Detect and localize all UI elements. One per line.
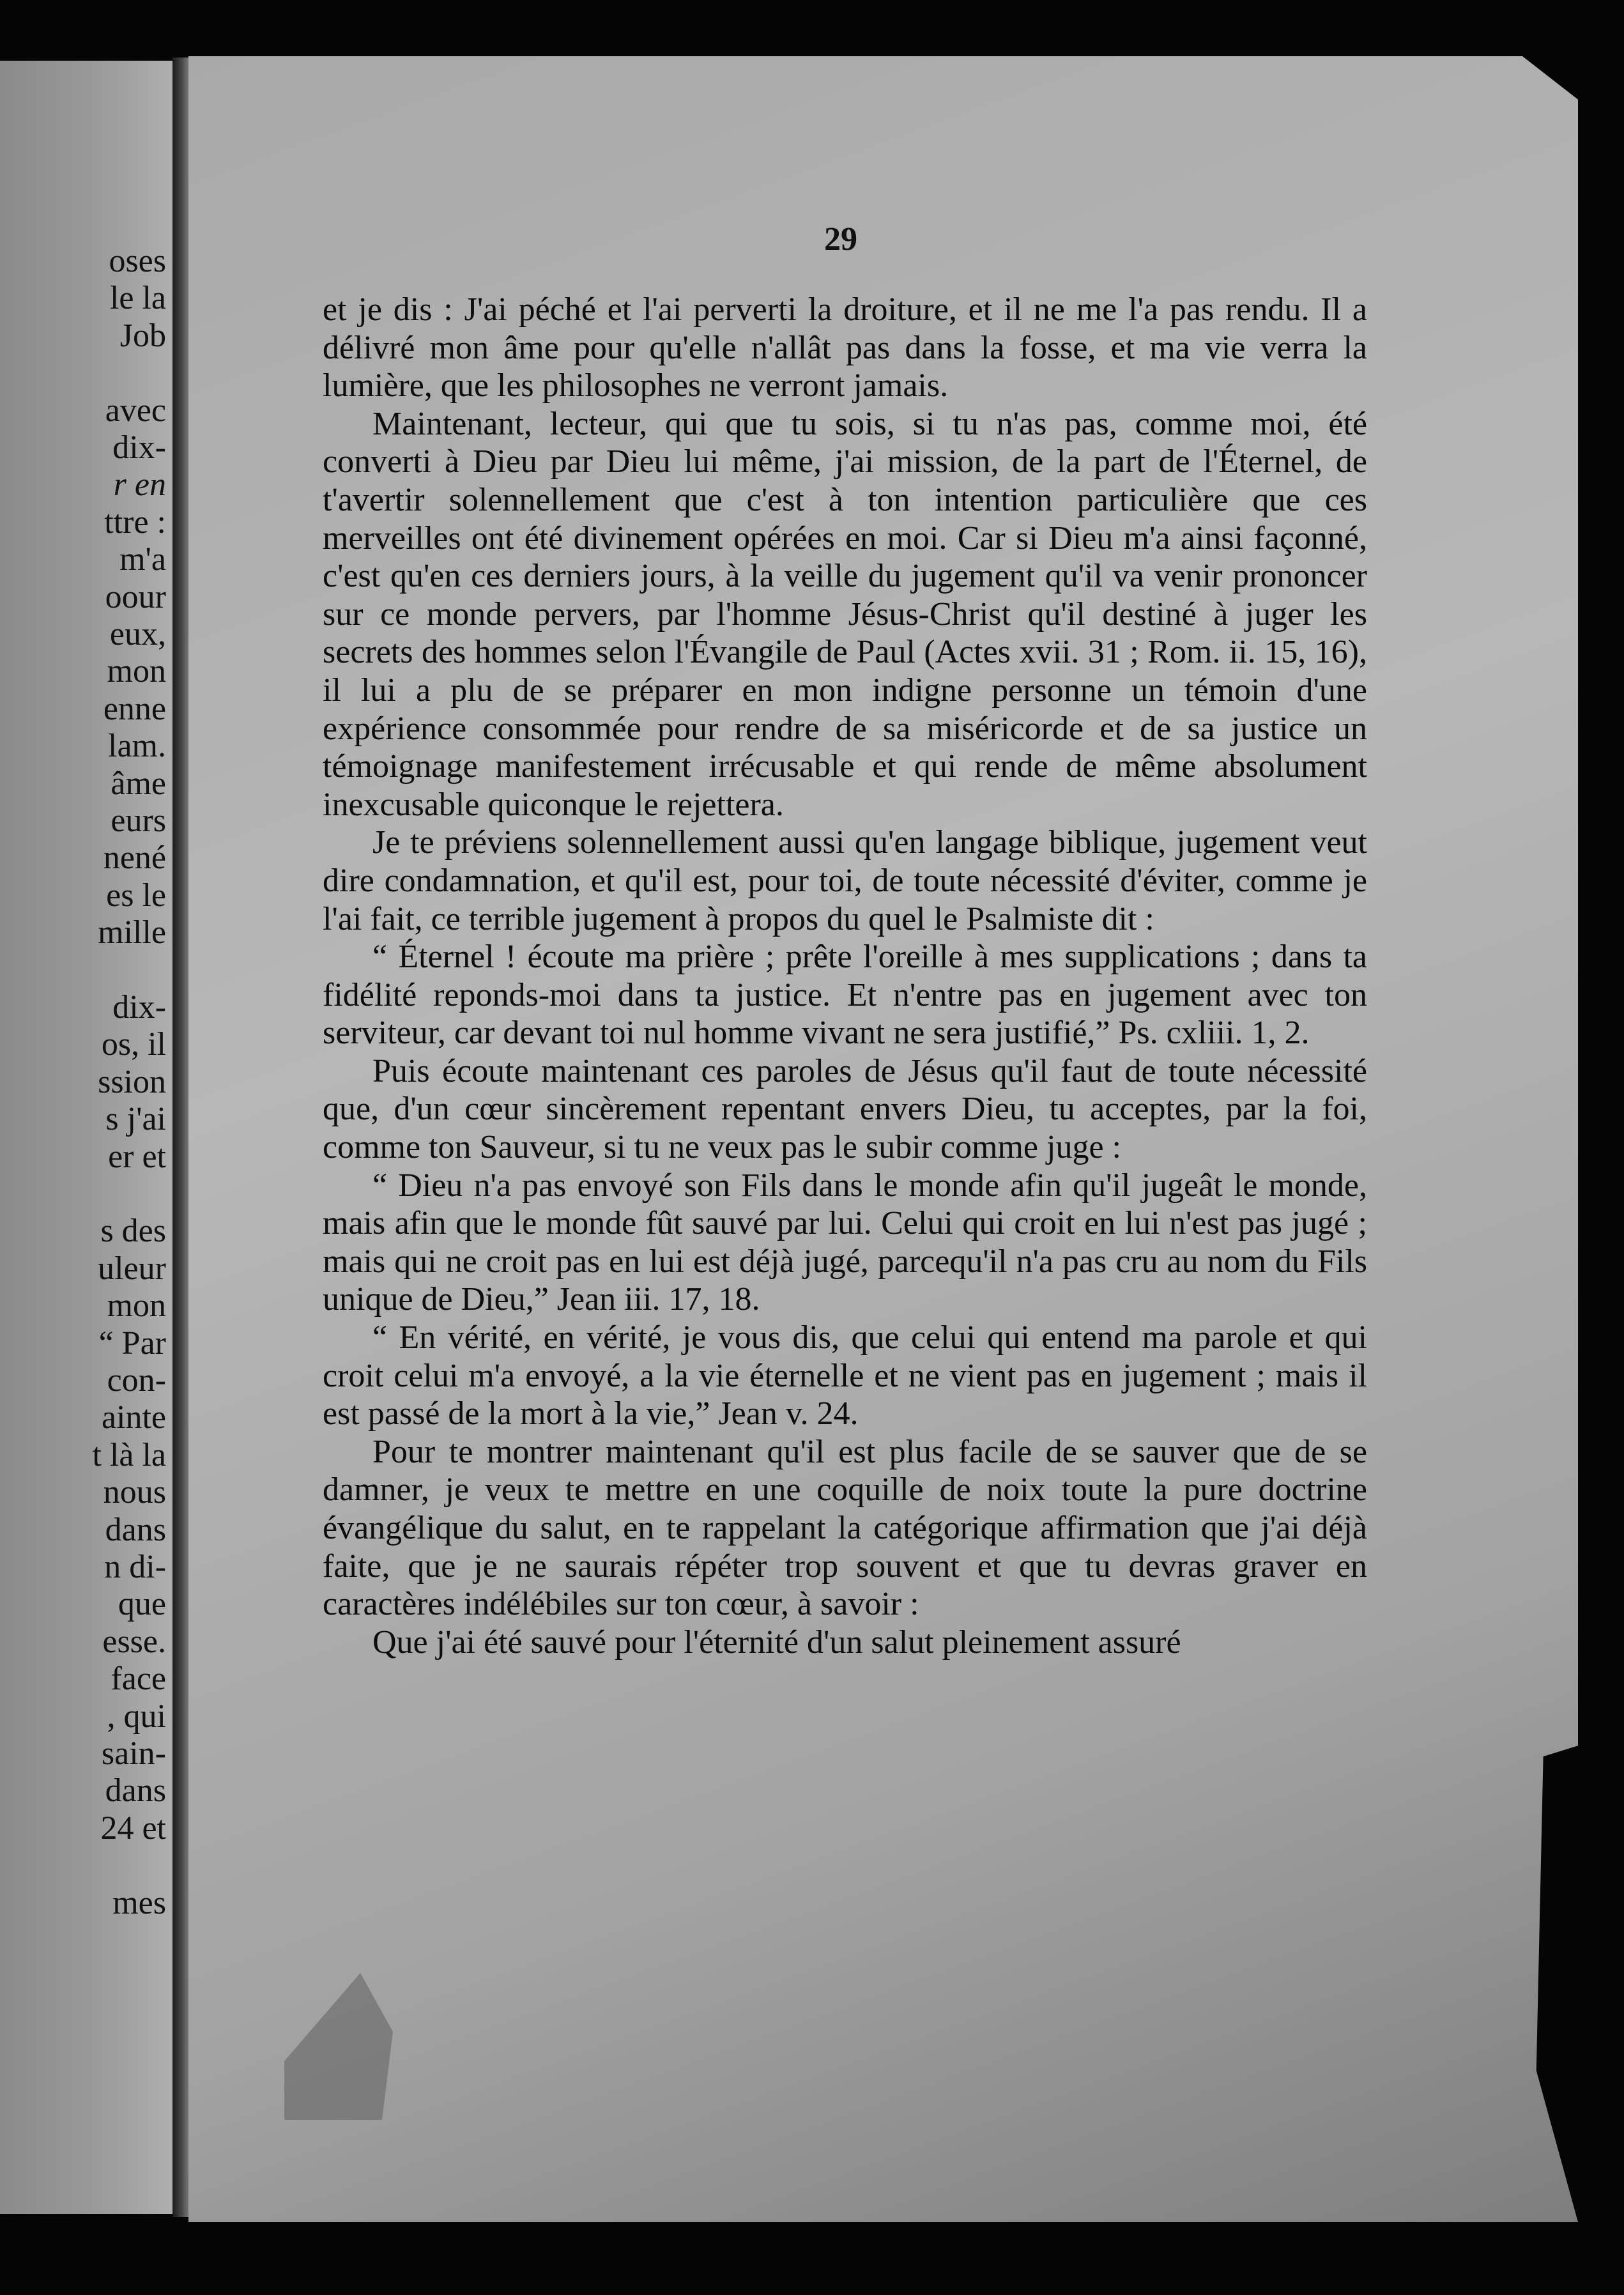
left-page-line: er et: [108, 1138, 166, 1175]
left-page-line: s j'ai: [105, 1101, 166, 1138]
left-page-line: ttre :: [104, 503, 166, 541]
left-page-line: lam.: [108, 728, 166, 765]
left-page-line: face: [111, 1661, 166, 1698]
left-page-line: dans: [105, 1511, 166, 1548]
page-number: 29: [824, 221, 857, 257]
left-page-line: t là la: [92, 1436, 166, 1473]
left-page-line: s des: [100, 1213, 166, 1250]
paragraph: Je te préviens solennellement aussi qu'en langage biblique, jugement veut dire condamnation, et qu'il est, pour toi, de toute nécessité d'éviter, comme je l'ai fait, ce terrible jugement à propos du quel le Psalmiste dit :: [323, 824, 1367, 937]
left-page-line: âme: [111, 765, 166, 802]
left-page-line: le la: [109, 280, 166, 317]
left-page-line: eux,: [109, 616, 166, 652]
torn-corner: [284, 1973, 393, 2120]
left-page-line: dix-: [112, 989, 166, 1025]
paragraph: Maintenant, lecteur, qui que tu sois, si tu n'as pas, comme moi, été converti à Dieu par Dieu lui même, j'ai mission, de la part de l'Éternel, de t'avertir solennellement que c'est à ton intention particulière que ces merveilles ont été divinement opérées en moi. Car si Dieu m'a ainsi façonné, c'est qu'en ces derniers jours, à la veille du jugement qu'il va venir prononcer sur ce monde pervers, par l'homme Jésus-Christ qu'il destiné à juger les secrets des hommes selon l'Évangile de Paul (Actes xvii. 31 ; Rom. ii. 15, 16), il lui a plu de se préparer en mon indigne personne un témoin d'une expérience consommée pour rendre de sa miséricorde et de sa justice un témoignage manifestement irrécusable et qui rende de même absolument inexcusable quiconque le rejettera.: [323, 405, 1367, 823]
left-page-line: oour: [105, 578, 166, 615]
paragraph: Que j'ai été sauvé pour l'éternité d'un salut pleinement assuré: [372, 1623, 1181, 1661]
left-page-line: con-: [107, 1362, 166, 1399]
left-page-line: sain-: [101, 1735, 166, 1772]
left-page-line: avec: [105, 392, 166, 429]
left-page-line: ainte: [101, 1399, 166, 1436]
left-page-line: 24 et: [100, 1809, 166, 1846]
paragraph: Puis écoute maintenant ces paroles de Jésus qu'il faut de toute nécessité que, d'un cœur sincèrement repentant envers Dieu, tu acceptes, par la foi, comme ton Sauveur, si tu ne veux pas le subir comme juge :: [323, 1052, 1367, 1166]
left-page-line: que: [118, 1586, 166, 1623]
left-page-line: enne: [103, 690, 166, 727]
left-page-line: , qui: [107, 1698, 166, 1735]
body-text: [323, 291, 1367, 1661]
quotation: “ En vérité, en vérité, je vous dis, que celui qui entend ma parole et qui croit celui m'a envoyé, a la vie éternelle et ne vient pas en jugement ; mais il est passé de la mort à la vie,” Jean v. 24.: [323, 1319, 1367, 1432]
quotation: “ Éternel ! écoute ma prière ; prête l'oreille à mes supplications ; dans ta fidélité reponds-moi dans ta justice. Et n'entre pas en jugement avec ton serviteur, car devant toi nul homme vivant ne sera justifié,” Ps. cxliii. 1, 2.: [323, 939, 1367, 1052]
left-page-line: mille: [98, 914, 166, 951]
left-page-line: uleur: [98, 1250, 166, 1287]
left-page-strip: [0, 61, 178, 2214]
left-page-line: “ Par: [98, 1324, 166, 1362]
left-page-line: nené: [103, 840, 166, 877]
left-page-line: r en: [113, 466, 166, 503]
left-page-line: esse.: [102, 1623, 166, 1660]
paragraph: et je dis : J'ai péché et l'ai perverti la droiture, et il ne me l'a pas rendu. Il a délivré mon âme pour qu'elle n'allât pas dans la fosse, et ma vie verra la lumière, que les philosophes ne verront jamais.: [323, 291, 1367, 404]
left-page-line: n di-: [104, 1549, 166, 1585]
quotation: “ Dieu n'a pas envoyé son Fils dans le monde afin qu'il jugeât le monde, mais afin que le monde fût sauvé par lui. Celui qui croit en lui n'est pas jugé ; mais qui ne croit pas en lui est déjà jugé, parcequ'il n'a pas cru au nom du Fils unique de Dieu,” Jean iii. 17, 18.: [323, 1167, 1367, 1318]
left-page-line: oses: [109, 243, 166, 279]
left-page-line: m'a: [119, 541, 166, 578]
left-page-line: Job: [119, 317, 166, 354]
left-page-line: mon: [107, 653, 166, 690]
left-page-line: eurs: [111, 802, 166, 839]
left-page-line: mes: [112, 1884, 166, 1921]
left-page-line: nous: [103, 1474, 166, 1511]
left-page-line: dans: [105, 1772, 166, 1809]
left-page-line: es le: [106, 877, 166, 914]
left-page-line: mon: [107, 1287, 166, 1324]
left-page-line: ssion: [98, 1063, 166, 1100]
paragraph: Pour te montrer maintenant qu'il est plus facile de se sauver que de se damner, je veux te mettre en une coquille de noix toute la pure doctrine évangélique du salut, en te rappelant la catégorique affirmation que j'ai déjà faite, que je ne saurais répéter trop souvent et que tu devras graver en caractères indélébiles sur ton cœur, à savoir :: [323, 1433, 1367, 1623]
left-page-line: dix-: [112, 429, 166, 466]
left-page-line: os, il: [101, 1026, 166, 1063]
